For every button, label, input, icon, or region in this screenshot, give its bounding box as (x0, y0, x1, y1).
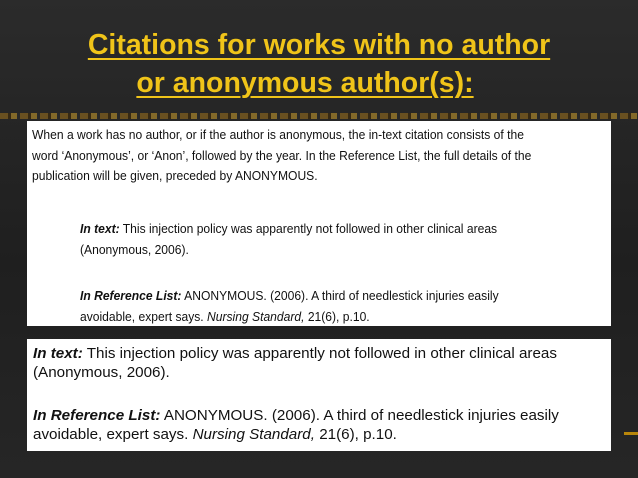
typed-ref-label: In Reference List: (33, 407, 161, 424)
scanned-excerpt-box (27, 121, 611, 326)
excerpt-in-text-line2: (Anonymous, 2006). (80, 241, 189, 257)
slide-title (0, 26, 638, 102)
typed-in-text-label: In text: (33, 345, 83, 362)
slide-title-line1: Citations for works with no author (87, 29, 551, 61)
excerpt-in-text-example (80, 219, 601, 260)
slide-title-line2: or anonymous author(s): (136, 67, 474, 99)
excerpt-ref-line2 (80, 307, 601, 327)
typed-in-text-line2: (Anonymous, 2006). (33, 364, 170, 381)
excerpt-intro (32, 125, 568, 187)
typed-ref-volume: 21(6), p.10. (314, 426, 397, 443)
excerpt-reference-example (80, 286, 601, 326)
excerpt-intro-line: word ‘Anonymous’, or ‘Anon’, followed by the year. In the Reference List, the full details of the (32, 147, 532, 163)
typed-ref-text: ANONYMOUS. (2006). A third of needlestick injuries easily (160, 407, 559, 424)
decorative-edge-mark (624, 432, 638, 435)
typed-ref-line1 (33, 406, 611, 425)
typed-in-text-sentence: This injection policy was apparently not followed in other clinical areas (82, 345, 557, 362)
typed-ref-line2 (33, 425, 611, 444)
excerpt-intro-line: When a work has no author, or if the author is anonymous, the in-text citation consists of the (32, 127, 524, 142)
typed-in-text-example (33, 344, 611, 382)
excerpt-intro-line: publication will be given, preceded by ANONYMOUS. (32, 168, 318, 183)
excerpt-ref-line1 (80, 286, 601, 307)
typed-example-box (27, 339, 611, 451)
typed-in-text-line1 (33, 344, 611, 363)
excerpt-ref-journal: Nursing Standard, (207, 308, 305, 324)
excerpt-in-text-label: In text: (80, 221, 120, 236)
excerpt-in-text-line1 (80, 219, 601, 240)
excerpt-ref-text: ANONYMOUS. (2006). A third of needlestick injuries easily (181, 288, 499, 303)
typed-ref-journal: Nursing Standard, (192, 426, 315, 443)
typed-ref-text-2: avoidable, expert says. (33, 426, 193, 443)
excerpt-ref-text-2: avoidable, expert says. (80, 308, 208, 324)
excerpt-ref-label: In Reference List: (80, 288, 182, 303)
typed-reference-example (33, 406, 611, 444)
excerpt-ref-volume: 21(6), p.10. (304, 308, 370, 324)
excerpt-in-text-sentence: This injection policy was apparently not followed in other clinical areas (119, 221, 498, 236)
decorative-divider (0, 113, 638, 119)
